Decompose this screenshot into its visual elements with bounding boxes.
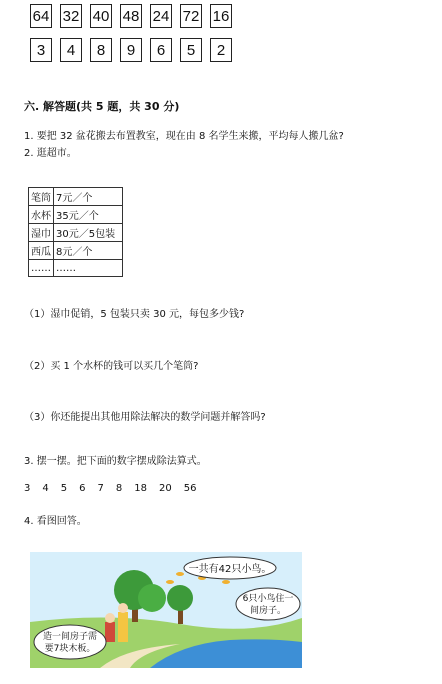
number-cards-row-2 (30, 38, 240, 62)
number-card: 64 (30, 4, 52, 28)
item-price: 7元／个 (54, 188, 123, 206)
number-item: 56 (183, 483, 197, 494)
number-cards-row-1 (30, 4, 240, 28)
item-name: 水杯 (29, 206, 54, 224)
number-item: 5 (60, 483, 68, 494)
table-row (29, 224, 123, 242)
number-item: 4 (42, 483, 49, 494)
child-head (105, 613, 115, 623)
question-2-1: （1）湿巾促销，5 包装只卖 30 元，每包多少钱? (24, 309, 245, 320)
number-card: 40 (90, 4, 112, 28)
price-table (28, 187, 123, 277)
section-title: 六. 解答题(共 5 题，共 30 分) (24, 100, 180, 113)
question-3: 3. 摆一摆。把下面的数字摆成除法算式。 (24, 456, 207, 467)
number-item: 8 (115, 483, 123, 494)
bubble-text-left-2: 要7块木板。 (44, 644, 96, 654)
table-row (29, 260, 123, 277)
question-4: 4. 看图回答。 (24, 516, 87, 527)
bubble-text-right-1: 6只小鸟住一 (242, 594, 294, 604)
item-name: 湿巾 (29, 224, 54, 242)
item-name: 笔筒 (29, 188, 54, 206)
number-list (24, 483, 208, 494)
tree-crown (167, 585, 193, 611)
child-head (118, 603, 128, 613)
item-name: 西瓜 (29, 242, 54, 260)
item-price: 8元／个 (54, 242, 123, 260)
number-card: 32 (60, 4, 82, 28)
number-item: 7 (97, 483, 104, 494)
item-price: 35元／个 (54, 206, 123, 224)
table-row (29, 242, 123, 260)
question-2-2: （2）买 1 个水杯的钱可以买几个笔筒? (24, 361, 199, 372)
child-figure (118, 612, 128, 642)
child-figure (105, 622, 115, 642)
bubble-text-top: 一共有42只小鸟。 (188, 564, 272, 575)
number-card: 9 (120, 38, 142, 62)
number-card: 24 (150, 4, 172, 28)
item-price: 30元／5包装 (54, 224, 123, 242)
question-1: 1. 要把 32 盆花搬去布置教室，现在由 8 名学生来搬，平均每人搬几盆? (24, 131, 344, 142)
number-item: 6 (79, 483, 86, 494)
question-2: 2. 逛超市。 (24, 148, 77, 159)
item-price: …… (54, 260, 123, 277)
table-row (29, 188, 123, 206)
bubble-text-left-1: 造一间房子需 (42, 632, 98, 642)
question-2-3: （3）你还能提出其他用除法解决的数学问题并解答吗? (24, 412, 266, 423)
item-name: …… (29, 260, 54, 277)
number-item: 18 (134, 483, 147, 494)
illustration (30, 552, 302, 668)
tree-crown (138, 584, 166, 612)
number-card: 8 (90, 38, 112, 62)
number-card: 48 (120, 4, 142, 28)
number-card: 3 (30, 38, 52, 62)
number-item: 3 (24, 483, 31, 494)
number-card: 5 (180, 38, 202, 62)
number-card: 2 (210, 38, 232, 62)
number-card: 16 (210, 4, 232, 28)
number-card: 4 (60, 38, 82, 62)
number-card: 72 (180, 4, 202, 28)
bubble-text-right-2: 间房子。 (249, 606, 287, 616)
table-row (29, 206, 123, 224)
number-card: 6 (150, 38, 172, 62)
number-item: 20 (158, 483, 172, 494)
